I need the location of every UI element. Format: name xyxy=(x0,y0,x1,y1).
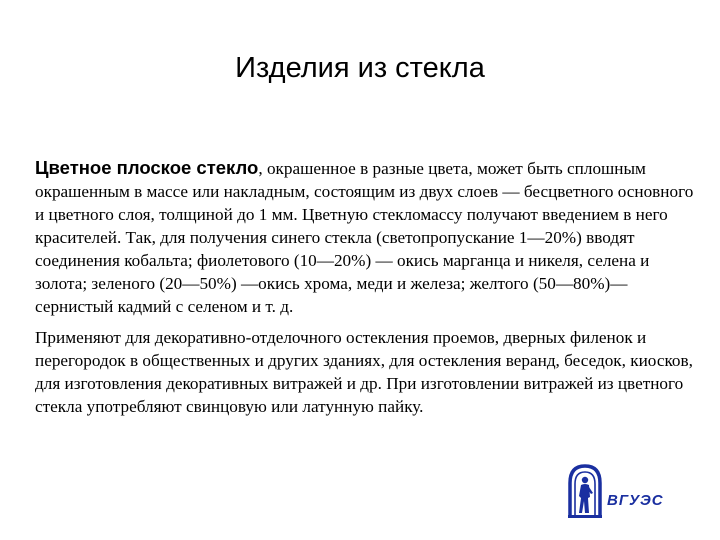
definition-text: , окрашенное в разные цвета, может быть сплошным окрашенным в массе или накладным, состоящим из двух слоев — бесцветного основного и цветного слоя, толщиной до 1 мм. Цветную стекломассу получают введением в него красителей. Так, для получения синего стекла (светопропускание 1—20%) вводят соединения кобальта; фиолетового (10—20%) — окись марганца и никеля, селена и золота; зеленого (20—50%) —окись хрома, меди и железа; желтого (50—80%)— сернистый кадмий с селеном и т. д. xyxy=(35,159,694,316)
paragraph-definition xyxy=(35,156,695,318)
slide-title: Изделия из стекла xyxy=(235,52,485,84)
university-emblem-icon xyxy=(566,463,604,519)
paragraph-usage: Применяют для декоративно-отделочного остекления проемов, дверных филенок и перегородок в общественных и других зданиях, для остекления веранд, беседок, киосков, для изготовления декоративных витражей и др. При изготовлении витражей из цветного стекла употребляют свинцовую или латунную пайку. xyxy=(35,328,693,416)
term-colored-flat-glass: Цветное плоское стекло xyxy=(35,157,259,178)
logo-text: ВГУЭС xyxy=(607,492,664,509)
slide-body xyxy=(35,156,695,418)
university-logo xyxy=(566,463,676,519)
